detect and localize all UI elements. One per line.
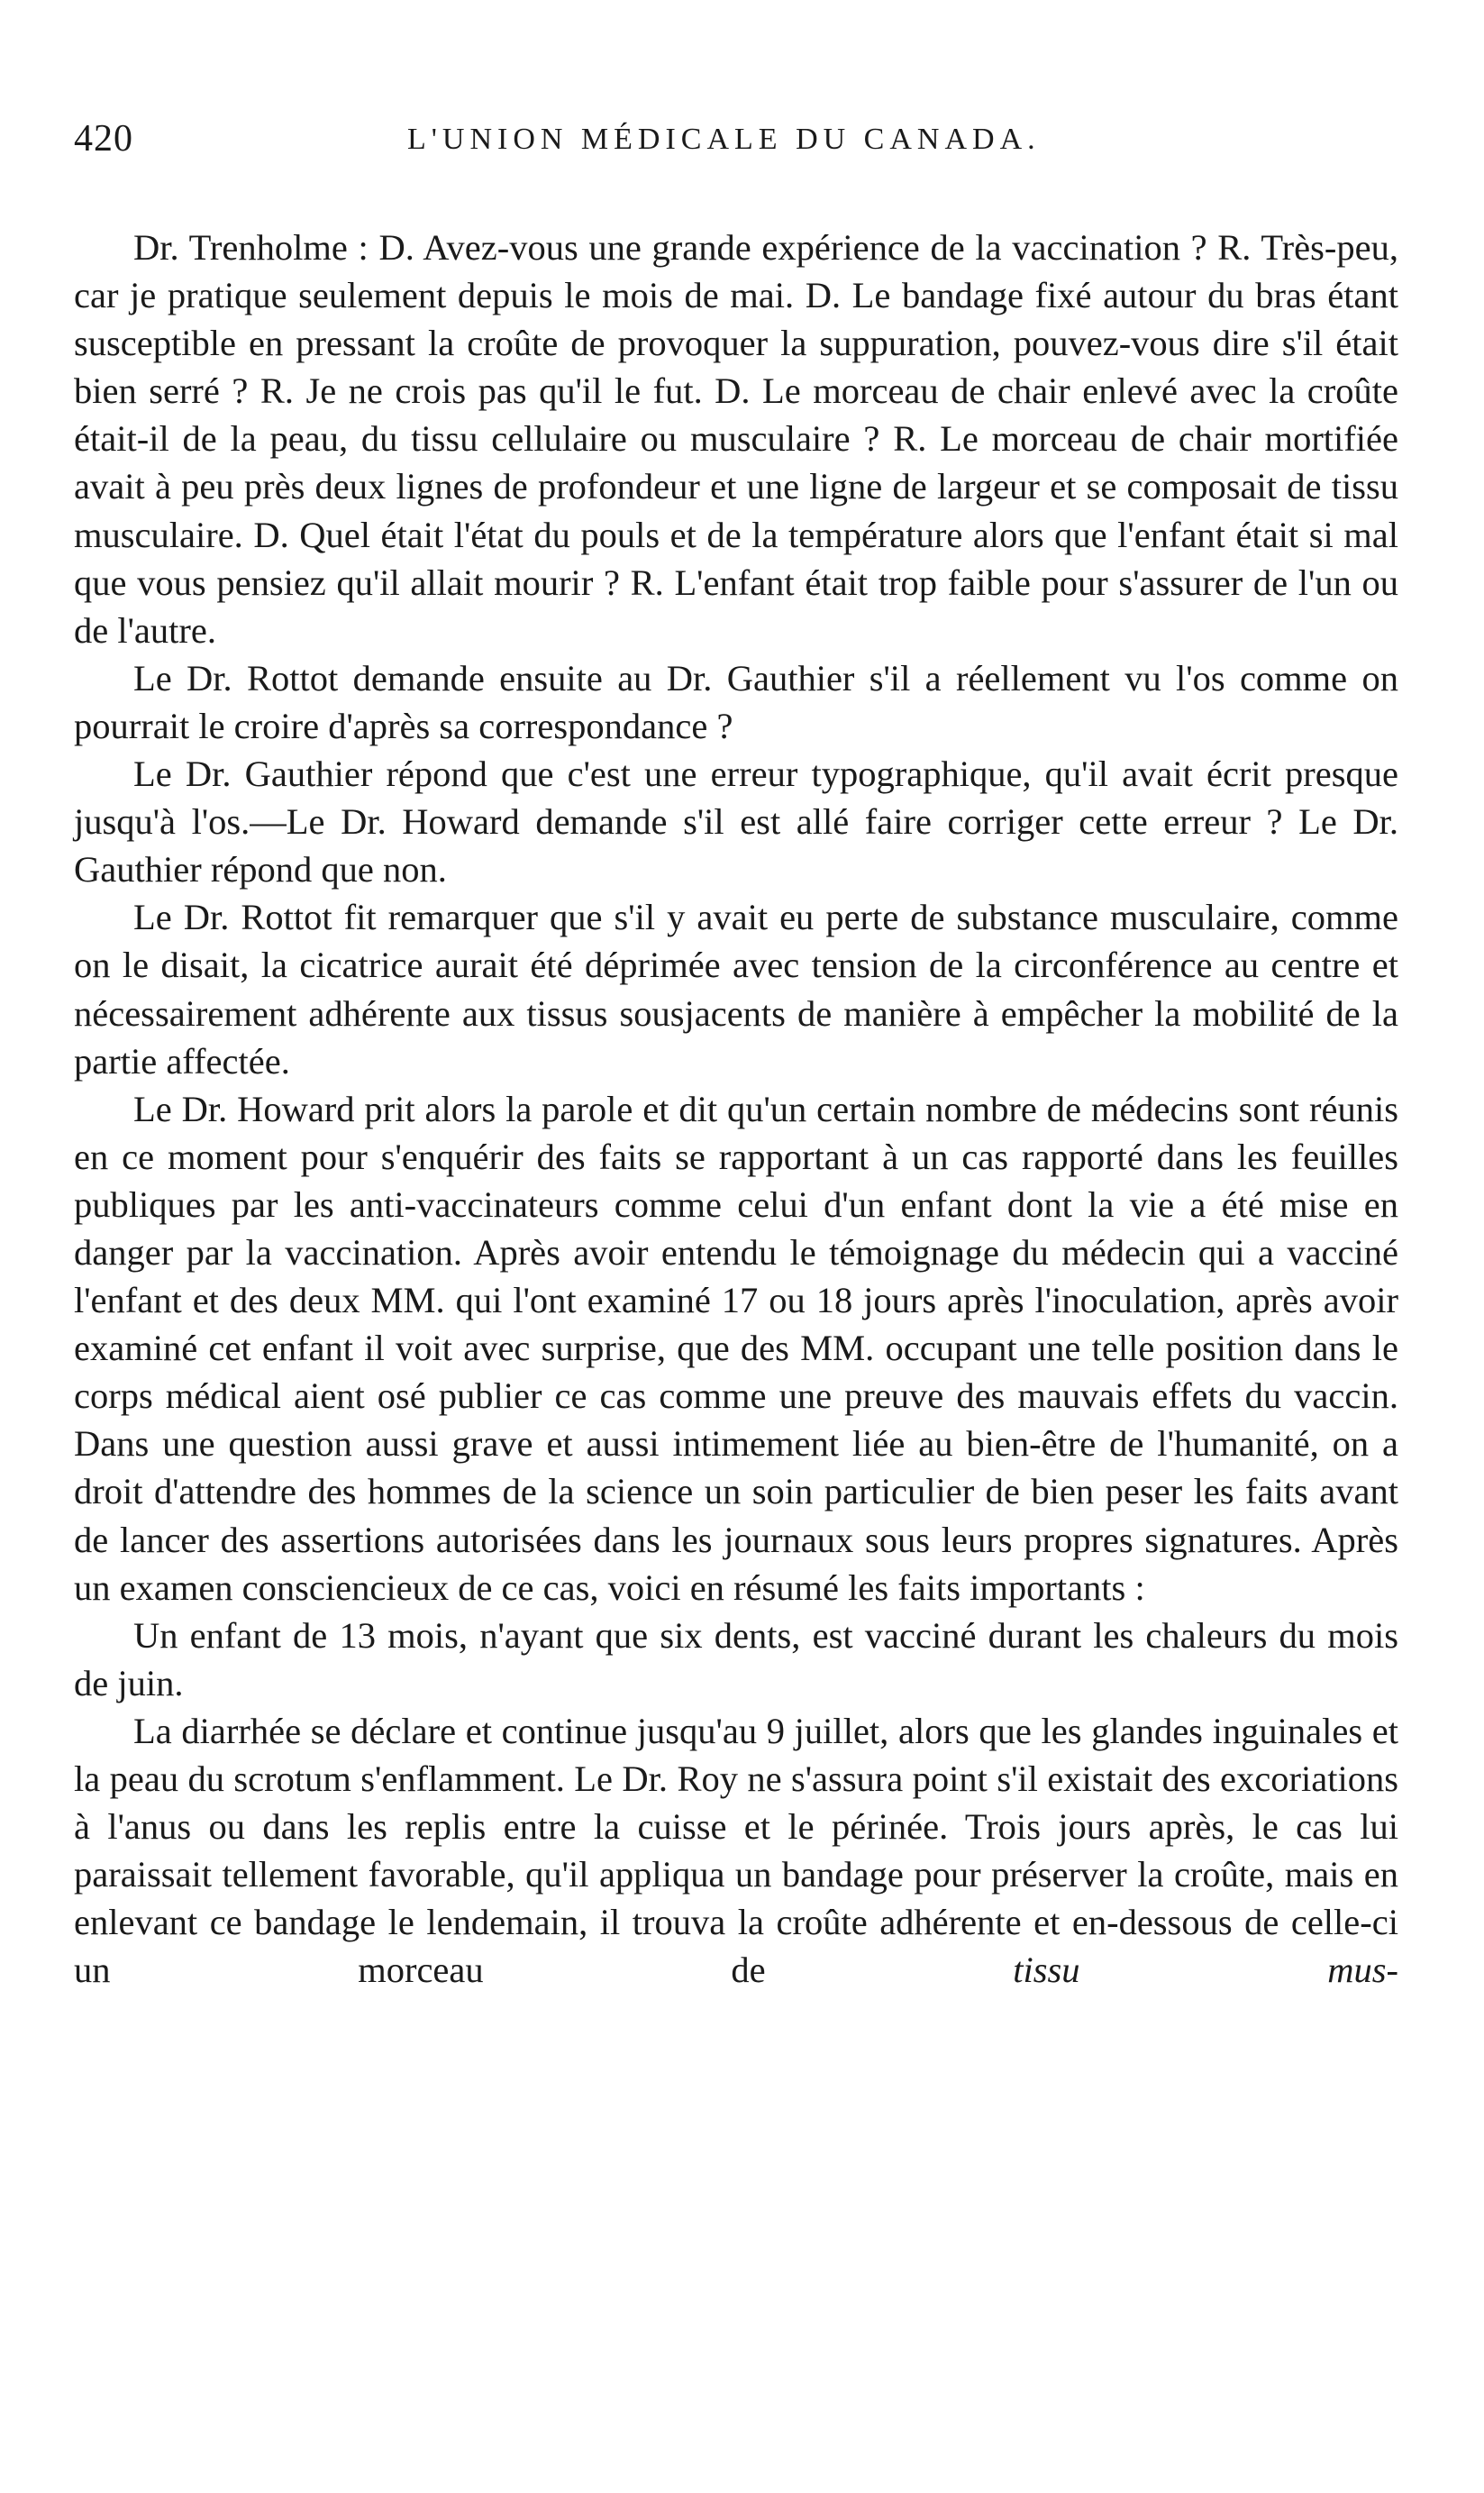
journal-title: L'UNION MÉDICALE DU CANADA. [407, 123, 1041, 156]
italic-continuation: tissu mus- [1013, 1950, 1398, 1991]
paragraph-gauthier-reply: Le Dr. Gauthier répond que c'est une erreur typographique, qu'il avait écrit presque jusqu'à l'os.—Le Dr. Howard demande s'il est allé faire corriger cette erreur ? Le Dr. Gauthier répond que non. [74, 753, 1398, 890]
paragraph-case-summary: Un enfant de 13 mois, n'ayant que six dents, est vacciné durant les chaleurs du mois de juin. [74, 1614, 1398, 1703]
page-number: 420 [74, 118, 133, 160]
paragraph-diarrhea-text: La diarrhée se déclare et continue jusqu'au 9 juillet, alors que les glandes inguinales et la peau du scrotum s'enflamment. Le Dr. Roy ne s'assura point s'il existait des excoriations à l'anus ou dans les replis entre la cuisse et le périnée. Trois jours après, le cas lui paraissait tellement favorable, qu'il appliqua un bandage pour préserver la croûte, mais en enlevant ce bandage le lendemain, il trouva la croûte adhérente et en-dessous de celle-ci un morceau de [74, 1710, 1398, 1991]
document-page [74, 117, 1398, 1994]
running-head [74, 117, 1398, 189]
paragraph-howard-statement: Le Dr. Howard prit alors la parole et dit qu'un certain nombre de médecins sont réunis en ce moment pour s'enquérir des faits se rapportant à un cas rapporté dans les feuilles publiques par les anti-vaccinateurs comme celui d'un enfant dont la vie a été mise en danger par la vaccination. Après avoir entendu le témoignage du médecin qui a vacciné l'enfant et des deux MM. qui l'ont examiné 17 ou 18 jours après l'inoculation, après avoir examiné cet enfant il voit avec surprise, que des MM. occupant une telle position dans le corps médical aient osé publier ce cas comme une preuve des mauvais effets du vaccin. Dans une question aussi grave et aussi intimement liée au bien-être de l'humanité, on a droit d'attendre des hommes de la science un soin particulier de bien peser les faits avant de lancer des assertions autorisées dans les journaux sous leurs propres signatures. Après un examen consciencieux de ce cas, voici en résumé les faits importants : [74, 1088, 1398, 1608]
paragraph-rottot-remark: Le Dr. Rottot fit remarquer que s'il y avait eu perte de substance musculaire, comme on le disait, la cicatrice aurait été déprimée avec tension de la circonférence au centre et nécessairement adhérente aux tissus sousjacents de manière à empêcher la mobilité de la partie affectée. [74, 897, 1398, 1082]
paragraph-diarrhea-account [74, 1707, 1398, 1995]
paragraph-trenholme-interrogation: Dr. Trenholme : D. Avez-vous une grande expérience de la vaccination ? R. Très-peu, car je pratique seulement depuis le mois de mai. D. Le bandage fixé autour du bras étant susceptible en pressant la croûte de provoquer la suppuration, pouvez-vous dire s'il était bien serré ? R. Je ne crois pas qu'il le fut. D. Le morceau de chair enlevé avec la croûte était-il de la peau, du tissu cellulaire ou musculaire ? R. Le morceau de chair mortifiée avait à peu près deux lignes de profondeur et une ligne de largeur et se composait de tissu musculaire. D. Quel était l'état du pouls et de la température alors que l'enfant était si mal que vous pensiez qu'il allait mourir ? R. L'enfant était trop faible pour s'assurer de l'un ou de l'autre. [74, 227, 1398, 651]
paragraph-rottot-question: Le Dr. Rottot demande ensuite au Dr. Gauthier s'il a réellement vu l'os comme on pourrait le croire d'après sa correspondance ? [74, 657, 1398, 746]
